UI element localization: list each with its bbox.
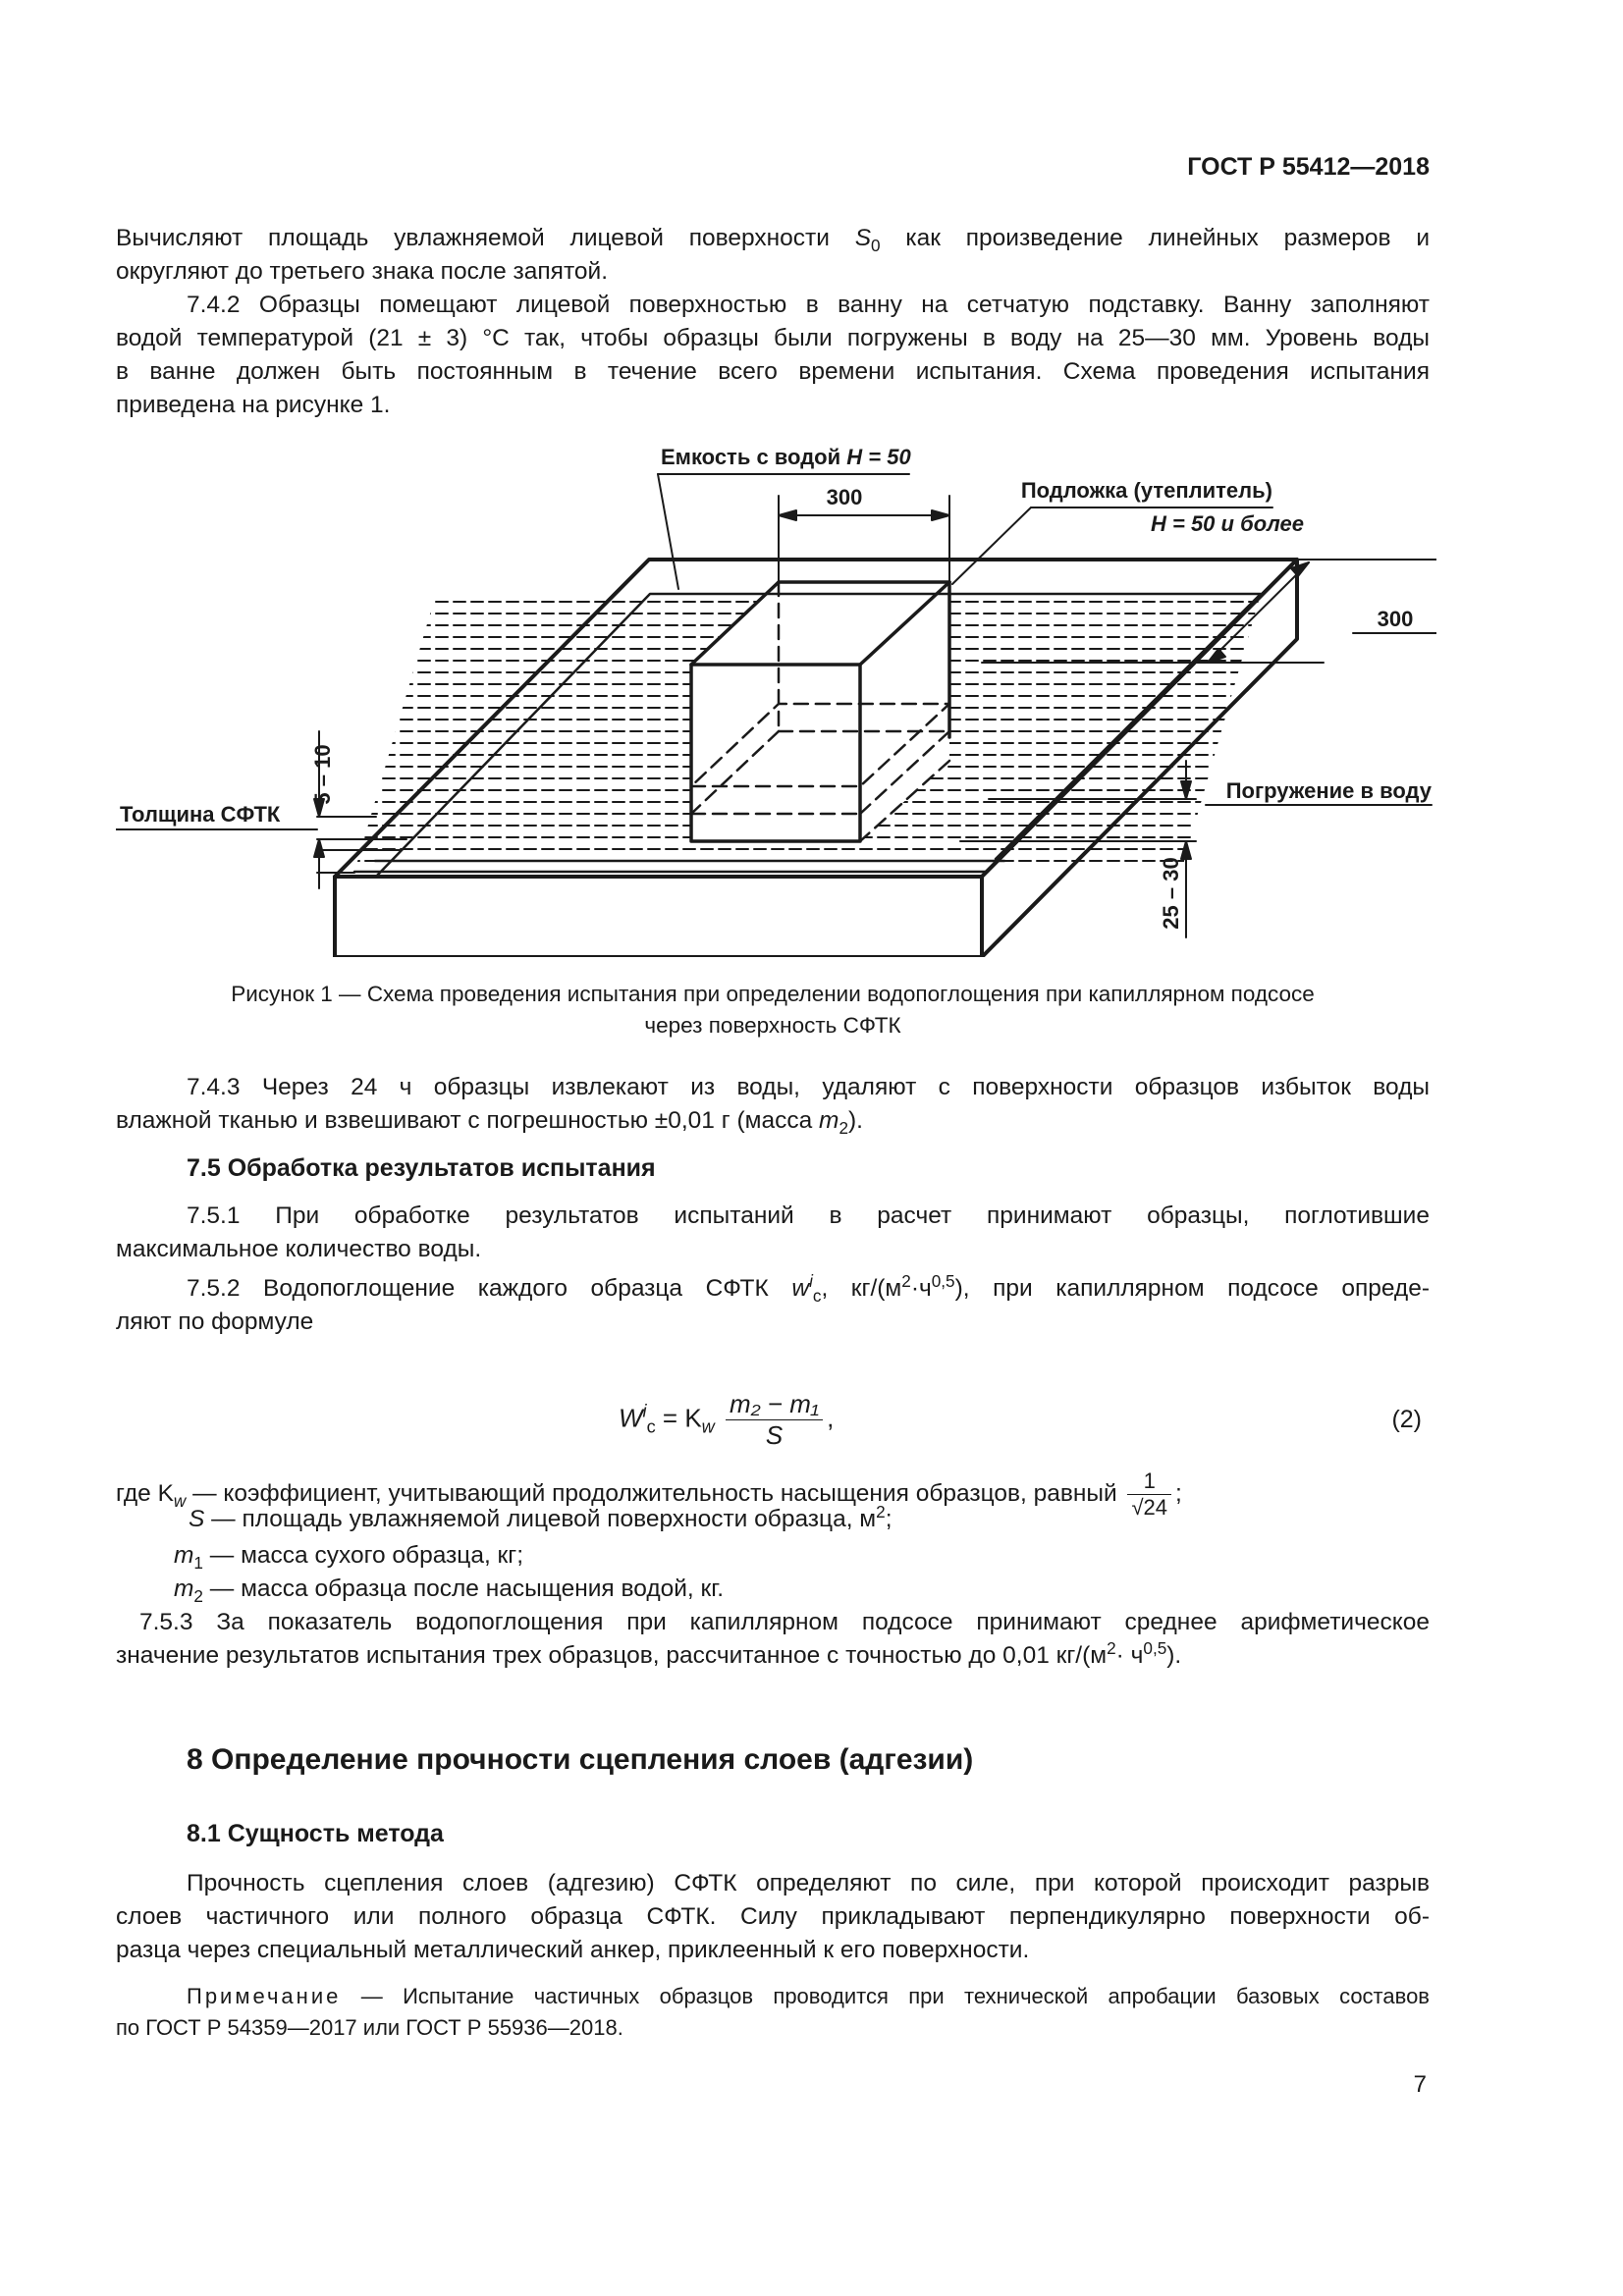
where-s: S — [189, 1506, 205, 1532]
label-immersion: Погружение в воду — [1225, 778, 1432, 803]
where-m1: m — [174, 1542, 194, 1569]
where-m2-text: — масса образца после насыщения водой, кг. — [202, 1575, 725, 1602]
p751-line-1: 7.5.1 При обработке результатов испытаний в расчет принимают образцы, поглотившие — [187, 1202, 1430, 1229]
p81-line-2: слоев частичного или полного образца СФТК. Силу прикладывают перпендикулярно поверхности об- — [116, 1903, 1430, 1930]
where-fraction — [1127, 1468, 1171, 1521]
label-thickness: Толщина СФТК — [120, 802, 281, 827]
symbol-w-sup: i — [809, 1270, 813, 1291]
tank-leader — [658, 474, 909, 589]
formula-lhs: W — [619, 1403, 643, 1433]
where-s-sup: 2 — [876, 1501, 886, 1522]
p752-text-a: 7.5.2 Водопоглощение каждого образца СФТК — [187, 1275, 769, 1302]
note — [116, 1981, 1430, 2044]
formula-number: (2) — [1391, 1406, 1422, 1433]
p742-line-2: водой температурой (21 ± 3) °С так, чтобы образцы были погружены в воду на 25—30 мм. Уровень воды — [116, 325, 1430, 351]
page-number: 7 — [1413, 2071, 1427, 2098]
p752-text-b: , кг/(м — [821, 1275, 902, 1302]
section-heading-7-5: 7.5 Обработка результатов испытания — [187, 1154, 656, 1182]
intro-text-2: округляют до третьего знака после запятой. — [116, 258, 609, 285]
where-m2-sub: 2 — [193, 1585, 203, 1606]
where-line-2 — [189, 1503, 893, 1536]
p753-sup-2: 0,5 — [1143, 1637, 1167, 1658]
unit-sup-1: 2 — [901, 1270, 911, 1291]
where-k-sub: w — [173, 1490, 187, 1511]
figure-caption — [116, 979, 1430, 1041]
formula-fraction — [726, 1389, 823, 1451]
where-fraction-num: 1 — [1127, 1468, 1171, 1495]
formula-k-sub: w — [701, 1416, 715, 1437]
where-m1-text: — масса сухого образца, кг; — [202, 1542, 524, 1569]
where-k: где K — [116, 1480, 174, 1507]
paragraph-7-5-2 — [116, 1272, 1430, 1339]
where-line-4 — [174, 1573, 724, 1606]
p752-text-d: ), при капиллярном подсосе опреде- — [954, 1275, 1431, 1302]
where-m2: m — [174, 1575, 194, 1602]
label-substrate-2: H = 50 и более — [1150, 511, 1305, 536]
p742-line-3: в ванне должен быть постоянным в течение всего времени испытания. Схема проведения испытания — [116, 358, 1430, 385]
where-k-text: — коэффициент, учитывающий продолжительность насыщения образцов, равный — [186, 1480, 1117, 1507]
p81-line-3: разца через специальный металлический анкер, приклеенный к его поверхности. — [116, 1937, 1030, 1963]
formula-denominator: S — [765, 1420, 784, 1450]
where-fraction-den: √24 — [1131, 1495, 1168, 1520]
paragraph-7-5-1 — [116, 1200, 1430, 1266]
symbol-m2-sub: 2 — [839, 1117, 848, 1138]
p752-text-c: ·ч — [910, 1275, 932, 1302]
p743-line-2: влажной тканью и взвешивают с погрешностью ±0,01 г (масса — [116, 1107, 813, 1134]
paragraph-7-4-3 — [116, 1071, 1430, 1138]
p753-sup-1: 2 — [1107, 1637, 1116, 1658]
label-tank: Емкость с водой H = 50 — [661, 445, 911, 469]
p752-line-2: ляют по формуле — [116, 1308, 314, 1335]
formula-lhs-sub: c — [646, 1416, 656, 1437]
unit-sup-2: 0,5 — [931, 1270, 955, 1291]
p81-line-1: Прочность сцепления слоев (адгезию) СФТК определяют по силе, при которой происходит разрыв — [187, 1870, 1430, 1896]
intro-paragraph — [116, 222, 1430, 289]
where-m1-sub: 1 — [193, 1552, 203, 1573]
formula-2 — [619, 1389, 834, 1451]
section-heading-8: 8 Определение прочности сцепления слоев (адгезии) — [187, 1743, 974, 1776]
p751-line-2: максимальное количество воды. — [116, 1236, 482, 1262]
section-heading-8-1: 8.1 Сущность метода — [187, 1820, 444, 1847]
p743-line-2-tail: ). — [847, 1107, 863, 1134]
label-dim-300-top: 300 — [826, 485, 863, 509]
paragraph-7-4-2 — [116, 289, 1430, 422]
p753-line-1: 7.5.3 За показатель водопоглощения при капиллярном подсосе принимают среднее арифметическое — [139, 1609, 1430, 1635]
label-dim-300-right: 300 — [1377, 607, 1414, 631]
figure-caption-line-2: через поверхность СФТК — [644, 1013, 901, 1038]
note-label: Примечание — [187, 1984, 342, 2008]
formula-tail: , — [827, 1403, 835, 1433]
p742-line-4: приведена на рисунке 1. — [116, 392, 391, 418]
figure-caption-line-1: Рисунок 1 — Схема проведения испытания при определении водопоглощения при капиллярном подсосе — [231, 982, 1315, 1006]
note-line-1: — Испытание частичных образцов проводится при технической апробации базовых составов — [341, 1984, 1430, 2008]
where-s-text: — площадь увлажняемой лицевой поверхности образца, м — [204, 1506, 877, 1532]
paragraph-8-1 — [116, 1867, 1430, 1967]
label-substrate-1: Подложка (утеплитель) — [1020, 478, 1272, 503]
p753-line-2: значение результатов испытания трех образцов, рассчитанное с точностью до 0,01 кг/(м — [116, 1642, 1108, 1669]
where-k-tail: ; — [1175, 1480, 1182, 1507]
symbol-s0-sub: 0 — [871, 235, 881, 255]
symbol-m2: m — [819, 1107, 839, 1134]
where-line-3 — [174, 1539, 523, 1573]
formula-numerator: m₂ − m₁ — [726, 1389, 823, 1420]
p753-tail: ). — [1166, 1642, 1182, 1669]
label-dim-25-30: 25 – 30 — [1159, 857, 1183, 930]
note-line-2: по ГОСТ Р 54359—2017 или ГОСТ Р 55936—2018. — [116, 2015, 623, 2040]
document-code: ГОСТ Р 55412—2018 — [1187, 153, 1430, 181]
symbol-w-sub: c — [812, 1285, 822, 1306]
p742-line-1: 7.4.2 Образцы помещают лицевой поверхностью в ванну на сетчатую подставку. Ванну заполняют — [187, 292, 1430, 318]
formula-lhs-sup: i — [642, 1401, 647, 1421]
where-s-tail: ; — [885, 1506, 893, 1532]
symbol-w: w — [791, 1275, 810, 1302]
intro-text-1-tail: как произведение линейных размеров и — [905, 225, 1431, 251]
paragraph-7-5-3 — [116, 1606, 1430, 1673]
label-dim-5-10: 5 – 10 — [310, 744, 335, 805]
p743-line-1: 7.4.3 Через 24 ч образцы извлекают из воды, удаляют с поверхности образцов избыток воды — [187, 1074, 1430, 1100]
p753-mid: · ч — [1115, 1642, 1144, 1669]
formula-eq: = K — [655, 1403, 702, 1433]
test-scheme-figure — [116, 437, 1436, 957]
symbol-s0: S — [854, 225, 872, 251]
dimension-300-top — [779, 496, 949, 582]
intro-text-1: Вычисляют площадь увлажняемой лицевой поверхности — [116, 225, 830, 251]
